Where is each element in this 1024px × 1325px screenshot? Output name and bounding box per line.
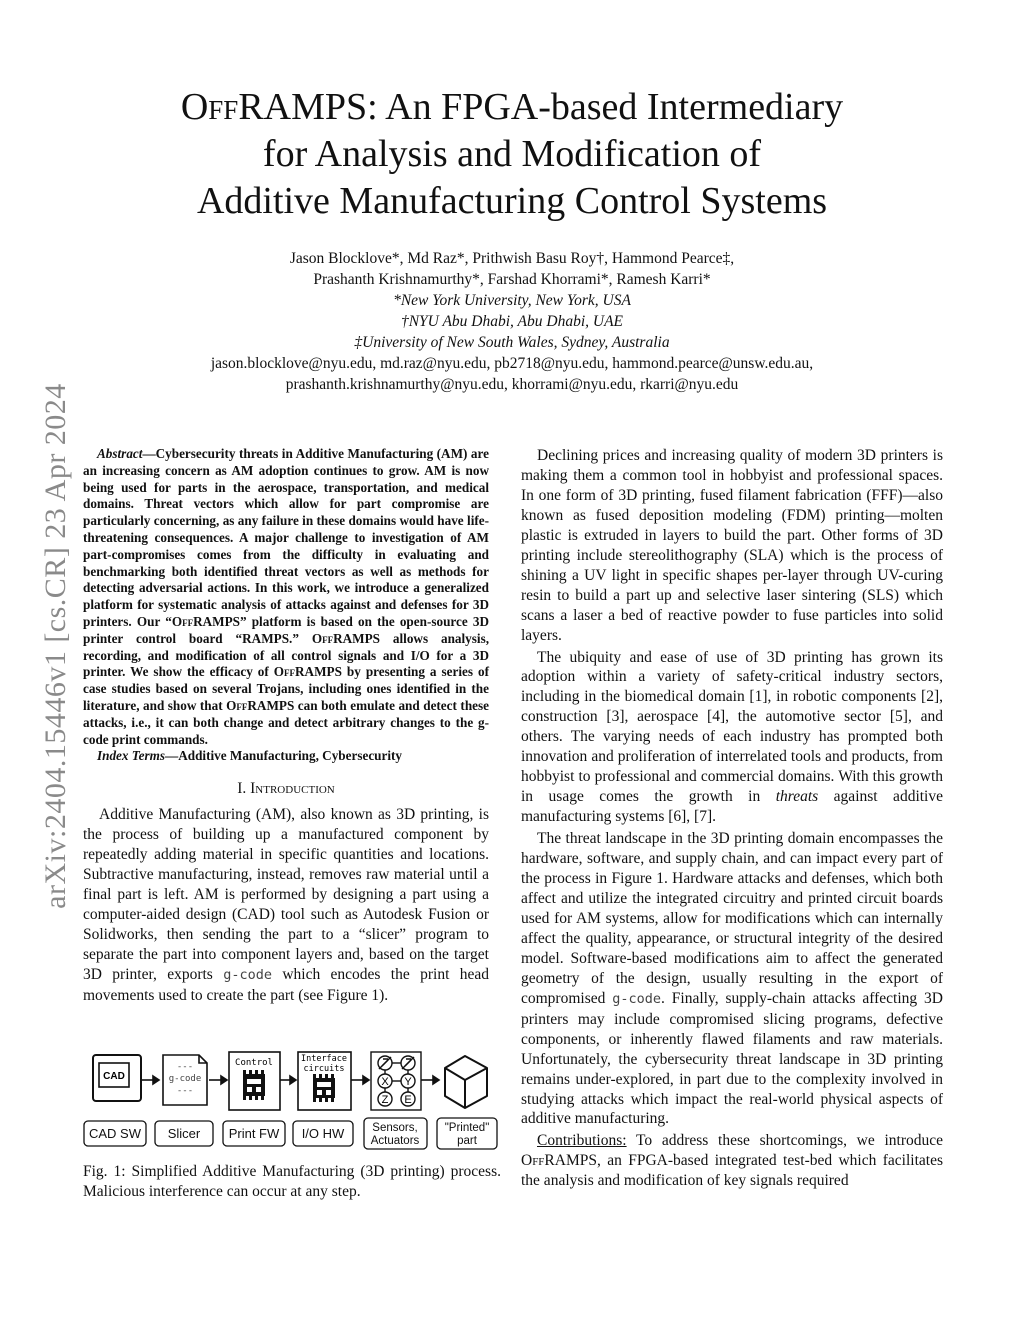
stage-printed-line2: part bbox=[457, 1135, 477, 1147]
axis-x-label: X bbox=[381, 1076, 389, 1088]
stage-printed-line1: "Printed" bbox=[444, 1122, 490, 1134]
gcode-document-icon bbox=[163, 1055, 207, 1105]
title-name-prefix: Off bbox=[180, 86, 239, 128]
index-terms: —Additive Manufacturing, Cybersecurity bbox=[165, 748, 403, 764]
abstract bbox=[83, 446, 489, 765]
stage-sensors-line1: Sensors, bbox=[372, 1122, 418, 1134]
gcode-icon-bottom: --- bbox=[176, 1086, 194, 1096]
author-block bbox=[100, 248, 924, 395]
cad-icon-label: CAD bbox=[103, 1071, 125, 1082]
cad-monitor-icon bbox=[93, 1055, 141, 1101]
stage-io-hw: I/O HW bbox=[301, 1126, 345, 1141]
authors-line1: Jason Blocklove*, Md Raz*, Prithwish Basu Roy†, Hammond Pearce‡, bbox=[289, 250, 735, 267]
abstract-name-b: OffRAMPS bbox=[311, 630, 380, 646]
abstract-name-a: OffRAMPS bbox=[171, 613, 240, 629]
paragraph-3d-printing: Declining prices and increasing quality of modern 3D printers is making them a common tool in hobbyist and professional spaces. In one form of 3D printing, fused filament fabrication (FFF)—also known as fused deposition modeling (FDM) printing—molten plastic is extruded in layers to build the part. Other forms of 3D printing include stereolithography (SLA) which is the process of shining a UV light in specific shapes per-layer through UV-curing resin to build a part up and selective laser sintering (SLS) which scans a laser a bed of reactive powder to fuse particles into solid layers. bbox=[521, 447, 943, 644]
control-chip-icon bbox=[229, 1052, 280, 1110]
paragraph-threat-landscape bbox=[521, 829, 943, 1129]
contributions-text-a: To address these shortcomings, we introduce bbox=[626, 1132, 943, 1150]
intro-text-b: which encodes the print head movements used to create the part (see Figure 1). bbox=[83, 965, 489, 1004]
title-name-suffix: RAMPS bbox=[238, 86, 368, 128]
control-icon-label: Control bbox=[235, 1058, 273, 1068]
printed-cube-icon bbox=[445, 1056, 487, 1108]
stage-sensors-line2: Actuators bbox=[370, 1135, 420, 1147]
contributions-text-b: , an FPGA-based integrated test-bed which facilitates the analysis and modification of key signals required bbox=[521, 1152, 943, 1190]
abstract-text-3: allows analysis, recording, and modification of all control signals and I/O for a 3D printer. We show the efficacy of bbox=[83, 630, 489, 680]
section-heading-introduction: I. Introduction bbox=[237, 780, 335, 798]
paragraph-contributions bbox=[521, 1131, 943, 1191]
axis-e-label: E bbox=[404, 1094, 412, 1106]
stage-slicer: Slicer bbox=[167, 1126, 201, 1141]
abstract-name-d: OffRAMPS bbox=[226, 697, 295, 713]
sensors-actuators-icon bbox=[371, 1052, 421, 1110]
affiliation-nyu: *New York University, New York, USA bbox=[393, 292, 631, 309]
abstract-text-1: —Cybersecurity threats in Additive Manufacturing (AM) are an increasing concern as AM adoption continues to grow. AM is now being used for parts in the aerospace, transportation, and medical domains. Threat vectors which allow for part compromise are particularly concerning, as any failure in these domains would have life-threatening consequences. A major challenge to investigation of AM part-compromises comes from the difficulty in evaluating and benchmarking both identified threat vectors as well as methods for detecting adversarial actions. In this work, we introduce a generalized platform for systematic analysis of attacks against and defenses for 3D printers. Our “ bbox=[83, 446, 489, 629]
authors-line2: Prashanth Krishnamurthy*, Farshad Khorrami*, Ramesh Karri* bbox=[313, 271, 711, 288]
threat-text-a: The threat landscape in the 3D printing domain encompasses the hardware, software, and supply chain, and can impact every part of the process in Figure 1. Hardware attacks and defenses, which both affect and utilize the integrated circuitry and printed circuit boards used for AM systems, allow for modifications which can internally affect the quality, appearance, or structural integrity of the desired model. Software-based modifications aim to affect the generated geometry of the design, usually resulting in the export of compromised bbox=[521, 830, 943, 1007]
contributions-label: Contributions: bbox=[537, 1132, 627, 1150]
arxiv-stamp: arXiv:2404.15446v1 [cs.CR] 23 Apr 2024 bbox=[39, 383, 72, 909]
figure-1-caption: Fig. 1: Simplified Additive Manufacturing (3D printing) process. Malicious interference can occur at any step. bbox=[83, 1163, 501, 1200]
abstract-text-5: can both emulate and detect these attacks, i.e., it can both change and detect arbitrary changes to the g-code print commands. bbox=[83, 697, 489, 747]
axis-z-label: Z bbox=[381, 1094, 389, 1106]
ubiquity-text-b: against additive manufacturing systems [6], [7]. bbox=[521, 788, 943, 826]
abstract-text-2: ” platform is based on the open-source 3D printer control board “RAMPS.” bbox=[83, 613, 489, 646]
ubiquity-text-a: The ubiquity and ease of use of 3D printing has grown its adoption within a variety of safety-critical industry sectors, including in the biomedical domain [1], in robotic components [2], construction [3], aerospace [4], the automotive sector [5], and others. The varying needs of each industry has prompted both innovation and proliferation of interrelated tools and products, from hobbyist to professional and commercial domains. With this growth in usage comes the growth in bbox=[521, 648, 943, 806]
figure-1 bbox=[83, 1050, 503, 1154]
right-column bbox=[521, 446, 943, 1191]
affiliation-nyuad: †NYU Abu Dhabi, Abu Dhabi, UAE bbox=[400, 313, 624, 330]
threat-code: g-code bbox=[612, 990, 662, 1007]
emails-line1: jason.blocklove@nyu.edu, md.raz@nyu.edu, pb2718@nyu.edu, hammond.pearce@unsw.edu.au, bbox=[210, 355, 814, 372]
stage-cad-sw: CAD SW bbox=[89, 1126, 141, 1141]
intro-text-a: Additive Manufacturing (AM), also known as 3D printing, is the process of building up a manufactured component by repeatedly adding material in specific quantities and locations. Subtractive manufacturing, instead, removes raw material until a final part is left. AM is performed by designing a part using a computer-aided design (CAD) tool such as Autodesk Fusion or Solidworks, then sending the part to a “slicer” program to separate the part into component layers and, based on the target 3D printer, exports bbox=[83, 806, 489, 983]
intro-code: g-code bbox=[223, 966, 272, 983]
abstract-name-c: OffRAMPS bbox=[273, 664, 342, 680]
abstract-text-4: by presenting a series of case studies based on several Trojans, including ones identified in the literature, and show that bbox=[83, 664, 489, 713]
ubiquity-emphasis: threats bbox=[775, 788, 819, 806]
title-line1-rest: : An FPGA-based Intermediary bbox=[367, 86, 844, 128]
index-terms-label: Index Terms bbox=[97, 748, 166, 764]
paper-title bbox=[100, 84, 924, 225]
threat-text-b: . Finally, supply-chain attacks affecting 3D printers may include compromised slicing programs, defective components, or inherently flawed filaments and raw materials. Unfortunately, the cybersecurity threat landscape in 3D printing remains under-explored, in part due to the complexity involved in studying attacks which impact the real-world physical aspects of additive manufacturing. bbox=[521, 989, 943, 1128]
abstract-label: Abstract bbox=[97, 446, 143, 461]
interface-circuit-icon bbox=[298, 1052, 351, 1110]
contributions-name: OffRAMPS bbox=[521, 1152, 597, 1170]
gcode-icon-top: --- bbox=[176, 1062, 194, 1072]
paragraph-ubiquity bbox=[521, 648, 943, 828]
affiliation-unsw: ‡University of New South Wales, Sydney, Australia bbox=[354, 334, 670, 351]
emails-line2: prashanth.krishnamurthy@nyu.edu, khorrami@nyu.edu, rkarri@nyu.edu bbox=[285, 376, 739, 393]
interface-icon-label-2: circuits bbox=[303, 1064, 345, 1074]
title-line3: Additive Manufacturing Control Systems bbox=[196, 180, 828, 222]
gcode-icon-label: g-code bbox=[168, 1074, 202, 1084]
stage-print-fw: Print FW bbox=[228, 1126, 280, 1141]
intro-paragraph bbox=[83, 805, 489, 1006]
left-column bbox=[83, 446, 489, 1006]
axis-y-label: Y bbox=[404, 1076, 412, 1088]
interface-icon-label-1: Interface bbox=[300, 1054, 348, 1064]
title-line2: for Analysis and Modification of bbox=[262, 133, 762, 175]
